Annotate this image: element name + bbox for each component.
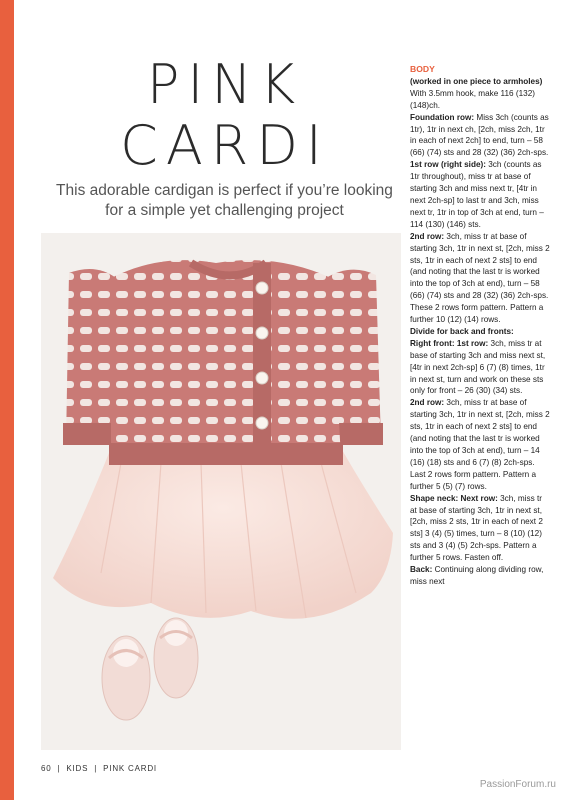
page-title-line2: CARDI (120, 114, 330, 177)
row-1: 1st row (right side): 3ch (counts as 1tr throughout), miss tr at base of starting 3ch and miss next tr, [4tr in next 2ch-sp] to last tr and 3ch, miss next tr, 1tr in top of 3ch at end, turn – 114 (130) (146) sts. (410, 160, 544, 229)
back-section: Back: Continuing along dividing row, miss next (410, 565, 544, 586)
pattern-column (410, 64, 550, 588)
intro-text: With 3.5mm hook, make 116 (132) (148)ch. (410, 88, 535, 110)
footer-separator: | (57, 764, 61, 773)
shape-neck: Shape neck: Next row: 3ch, miss tr at base of starting 3ch, 1tr in next st, [2ch, miss 2 sts, 1tr in each of next 2 sts] 3 (4) (5) times, turn – 8 (10) (12) sts and 3 (4) (5) 2ch-sps. Pattern a further 5 rows. Fasten off. (410, 493, 543, 563)
row-2: 2nd row: 3ch, miss tr at base of starting 3ch, 1tr in next st, [2ch, miss 2 sts, 1tr in each of next 2 sts] to end (and noting that the last tr is worked into the top of 3ch at end), turn – 58 (66) (74) sts and 28 (32) (36) 2ch-sps. (410, 231, 550, 301)
right-front-row-2: 2nd row: 3ch, miss tr at base of starting 3ch, 1tr in next st, [2ch, miss 2 sts, 1tr in each of next 2 sts] to end (and noting that the last tr is worked into the top of 3ch at end), turn – 14 (16) (18) sts and 6 (7) (8) 2ch-sps. (410, 398, 550, 467)
page-number: 60 (41, 764, 52, 773)
section-subheading: (worked in one piece to armholes) (410, 76, 543, 86)
foundation-row: Foundation row: Miss 3ch (counts as 1tr), 1tr in next ch, [2ch, miss 2ch, 1tr in each of next 2ch] to end, turn – 58 (66) (74) sts and 28 (32) (36) 2ch-sps. (410, 112, 549, 158)
last-two-rows: Last 2 rows form pattern. Pattern a further 5 (5) (7) rows. (410, 469, 537, 491)
page-footer (41, 764, 157, 773)
standfirst: This adorable cardigan is perfect if you’re looking for a simple yet challenging project (56, 182, 393, 219)
cardigan-illustration (41, 233, 401, 750)
footer-title: PINK CARDI (103, 764, 157, 773)
divide-heading: Divide for back and fronts: (410, 326, 514, 336)
watermark: PassionForum.ru (479, 779, 556, 790)
pattern-note: These 2 rows form pattern. Pattern a further 10 (12) (14) rows. (410, 303, 544, 325)
cardigan-photo (41, 233, 401, 750)
section-heading: BODY (410, 64, 435, 74)
page-title-line1: PINK (146, 53, 304, 116)
accent-side-bar (0, 0, 14, 800)
footer-section: KIDS (66, 764, 89, 773)
right-front-row-1: Right front: 1st row: 3ch, miss tr at base of starting 3ch and miss next st, [4tr in next 2ch-sp] 6 (7) (8) times, 1tr in next st, turn and work on these sts only for front – 26 (30) (34) sts. (410, 338, 546, 396)
footer-separator: | (94, 764, 98, 773)
